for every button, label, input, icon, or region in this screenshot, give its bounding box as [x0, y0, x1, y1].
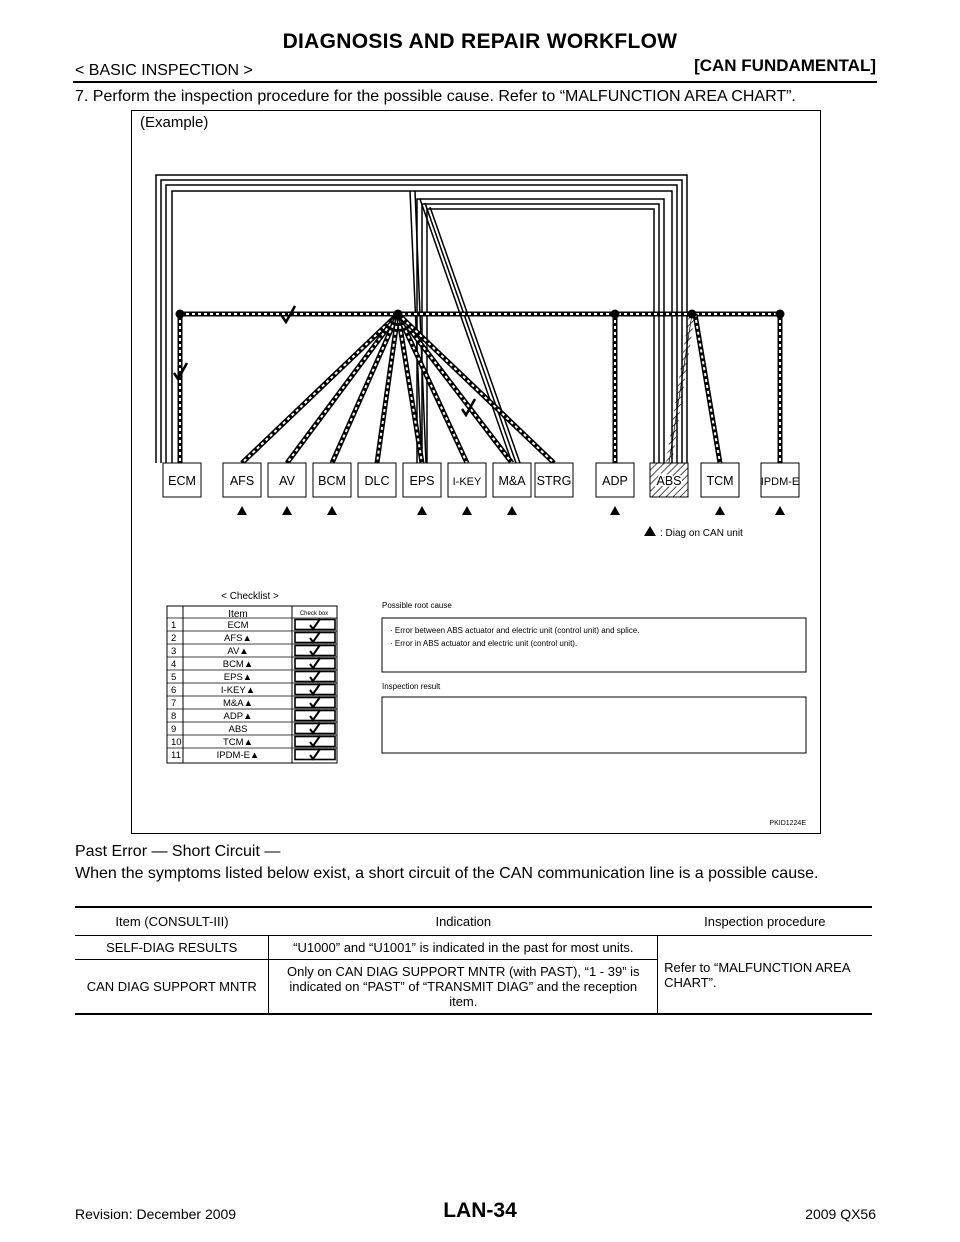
- unit-label: ECM: [168, 474, 196, 488]
- past-error-heading: Past Error — Short Circuit —: [75, 843, 281, 860]
- unit-box-afs: [223, 463, 261, 497]
- unit-label: I-KEY: [452, 476, 482, 488]
- figure-id: PKID1224E: [769, 820, 806, 827]
- wire-line: [427, 209, 654, 463]
- unit-label: M&A: [498, 474, 526, 488]
- checklist-row-number: 1: [171, 620, 177, 631]
- step-7-text: 7. Perform the inspection procedure for the possible cause. Refer to “MALFUNCTION AREA CHART”.: [75, 88, 796, 105]
- checklist-row-item: ECM: [227, 620, 249, 631]
- checklist-header-item: Item: [228, 609, 248, 620]
- check-mark-icon: [310, 632, 320, 642]
- header-rule: [73, 81, 877, 83]
- unit-box-tcm: [701, 463, 739, 497]
- wire-line: [420, 199, 512, 463]
- check-mark-icon: [310, 619, 320, 629]
- checklist-row-number: 11: [171, 750, 181, 761]
- unit-row: [163, 463, 799, 497]
- checklist-row-item: BCM▲: [222, 659, 254, 670]
- unit-box-ipdm-e: [761, 463, 800, 497]
- unit-box-av: [268, 463, 306, 497]
- unit-label: AV: [279, 474, 295, 488]
- triangle-icon: [417, 506, 427, 515]
- cause-1: · Error between ABS actuator and electric unit (control unit) and splice.: [390, 626, 640, 635]
- triangle-icon: [715, 506, 725, 515]
- triangle-icon: [775, 506, 785, 515]
- wire-frame: [156, 175, 687, 463]
- legend-text: : Diag on CAN unit: [660, 528, 743, 539]
- checklist-row-number: 9: [171, 724, 177, 735]
- unit-label: IPDM-E: [760, 476, 800, 488]
- revision-date: Revision: December 2009: [75, 1206, 237, 1222]
- unit-box-ecm: [163, 463, 201, 497]
- triangle-icon: [644, 526, 656, 536]
- unit-box-strg: [535, 463, 573, 497]
- triangle-icon: [610, 506, 620, 515]
- unit-label: STRG: [536, 474, 572, 488]
- checklist-row-number: 3: [171, 646, 177, 657]
- inspection-result-label: Inspection result: [382, 682, 441, 691]
- checklist-row-number: 4: [171, 659, 177, 670]
- model-year: 2009 QX56: [805, 1206, 876, 1222]
- cause-2: · Error in ABS actuator and electric unit (control unit).: [390, 639, 578, 648]
- check-mark-icon: [310, 736, 320, 746]
- page-number: LAN-34: [443, 1199, 517, 1222]
- row-indication: Only on CAN DIAG SUPPORT MNTR (with PAST), “1 - 39” is indicated on “PAST” of “TRANSMIT DIAG” and the reception item.: [269, 960, 658, 1015]
- unit-label: DLC: [364, 474, 390, 488]
- can-diagram: [132, 111, 820, 833]
- checklist-row-item: ADP▲: [223, 711, 253, 722]
- unit-box-m-a: [493, 463, 531, 497]
- unit-label: ABS: [656, 474, 682, 488]
- row-indication: “U1000” and “U1001” is indicated in the past for most units.: [269, 936, 658, 960]
- check-mark-icon: [310, 749, 320, 759]
- checklist-row-number: 6: [171, 685, 177, 696]
- check-mark-icon: [310, 723, 320, 733]
- row-item: SELF-DIAG RESULTS: [75, 936, 269, 960]
- triangle-icon: [282, 506, 292, 515]
- check-mark-icon: [310, 697, 320, 707]
- col-header-procedure: Inspection procedure: [658, 907, 872, 936]
- section-label: < BASIC INSPECTION >: [75, 62, 253, 79]
- junction-dot: [611, 310, 620, 319]
- checklist-row-number: 8: [171, 711, 177, 722]
- checklist-header-box: Check box: [299, 611, 329, 617]
- triangle-icon: [507, 506, 517, 515]
- triangle-icon: [327, 506, 337, 515]
- junction-dot: [394, 310, 403, 319]
- junction-dot: [776, 310, 785, 319]
- checklist-row-item: ABS: [228, 724, 248, 735]
- junction-dot: [176, 310, 185, 319]
- checklist-row-item: IPDM-E▲: [216, 750, 260, 761]
- checklist-row-number: 2: [171, 633, 177, 644]
- example-label: (Example): [140, 114, 209, 131]
- unit-box-bcm: [313, 463, 351, 497]
- unit-label: TCM: [706, 474, 734, 488]
- row-procedure: Refer to “MALFUNCTION AREA CHART”.: [658, 936, 872, 1015]
- triangle-icon: [237, 506, 247, 515]
- page-title: DIAGNOSIS AND REPAIR WORKFLOW: [282, 30, 678, 53]
- unit-label: AFS: [229, 474, 255, 488]
- check-mark-icon: [310, 684, 320, 694]
- checklist-row-item: AFS▲: [224, 633, 252, 644]
- col-header-item: Item (CONSULT-III): [75, 907, 269, 936]
- checklist-title: < Checklist >: [221, 591, 279, 602]
- checklist-row-number: 7: [171, 698, 177, 709]
- unit-label: ADP: [602, 474, 628, 488]
- table-row: [75, 936, 872, 960]
- checklist-table: [167, 606, 337, 763]
- wire-line: [430, 207, 520, 463]
- check-mark-icon: [310, 710, 320, 720]
- check-mark-icon: [310, 671, 320, 681]
- unit-box-eps: [403, 463, 441, 497]
- row-item: CAN DIAG SUPPORT MNTR: [75, 960, 269, 1015]
- checklist-row-item: EPS▲: [223, 672, 253, 683]
- unit-box-adp: [596, 463, 634, 497]
- triangle-icon: [462, 506, 472, 515]
- wire-line: [425, 203, 516, 463]
- symptom-table: [75, 906, 872, 1015]
- example-figure: [131, 110, 821, 834]
- diag-markers: [237, 506, 785, 515]
- wire-line: [422, 204, 659, 463]
- checklist-row-number: 10: [171, 737, 182, 748]
- checklist-row-number: 5: [171, 672, 177, 683]
- chapter-label: [CAN FUNDAMENTAL]: [694, 56, 876, 75]
- unit-box-abs: [650, 463, 688, 497]
- check-mark-icon: [310, 645, 320, 655]
- unit-box-dlc: [358, 463, 396, 497]
- junction-dot: [688, 310, 697, 319]
- possible-root-cause-label: Possible root cause: [382, 601, 452, 610]
- checklist-row-item: I-KEY▲: [220, 685, 256, 696]
- col-header-indication: Indication: [269, 907, 658, 936]
- unit-box-i-key: [448, 463, 486, 497]
- past-error-description: When the symptoms listed below exist, a short circuit of the CAN communication line is a possible cause.: [75, 865, 819, 882]
- unit-label: BCM: [318, 474, 346, 488]
- checklist-row-item: TCM▲: [223, 737, 253, 748]
- wire-line: [417, 199, 664, 463]
- unit-label: EPS: [409, 474, 435, 488]
- checklist-row-item: AV▲: [227, 646, 249, 657]
- check-mark-icon: [310, 658, 320, 668]
- inspection-result-box: [382, 697, 806, 753]
- can-bus: [176, 310, 785, 464]
- checklist-row-item: M&A▲: [223, 698, 253, 709]
